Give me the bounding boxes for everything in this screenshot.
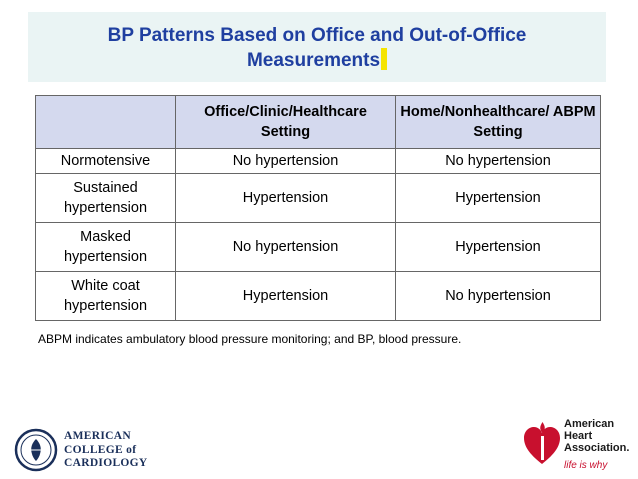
table-cell: Hypertension (396, 223, 601, 272)
table-row (36, 272, 601, 321)
slide-title (28, 23, 606, 73)
header-cell-empty (36, 96, 176, 149)
table-cell: No hypertension (176, 149, 396, 174)
heart-torch-icon (522, 418, 562, 466)
acc-line-3: CARDIOLOGY (64, 457, 148, 469)
aha-logo (522, 412, 632, 474)
aha-tagline: life is why (564, 460, 608, 471)
title-line-1: BP Patterns Based on Office and Out-of-Office (107, 25, 527, 46)
bp-patterns-table (35, 95, 601, 321)
title-line-2 (28, 48, 606, 73)
table-row (36, 223, 601, 272)
header-cell-office: Office/Clinic/Healthcare Setting (176, 96, 396, 149)
table-cell: No hypertension (176, 223, 396, 272)
row-label: Masked hypertension (36, 223, 176, 272)
table-cell: No hypertension (396, 272, 601, 321)
aha-wordmark (564, 418, 629, 454)
title-line-2-text: Measurements (246, 50, 381, 71)
acc-line-1: AMERICAN (64, 430, 131, 442)
acc-line-2: COLLEGE of (64, 443, 137, 456)
acc-logo (14, 428, 148, 472)
footnote: ABPM indicates ambulatory blood pressure monitoring; and BP, blood pressure. (38, 332, 462, 346)
table-header-row (36, 96, 601, 149)
header-cell-home: Home/Nonhealthcare/ ABPM Setting (396, 96, 601, 149)
acc-seal-icon (14, 428, 58, 472)
table-row (36, 174, 601, 223)
row-label: White coat hypertension (36, 272, 176, 321)
row-label: Normotensive (36, 149, 176, 174)
aha-line-1: American (564, 418, 615, 430)
table-cell: Hypertension (396, 174, 601, 223)
aha-line-3: Association. (564, 442, 630, 454)
aha-line-2: Heart (564, 430, 593, 442)
table-cell: Hypertension (176, 272, 396, 321)
table-cell: Hypertension (176, 174, 396, 223)
table-row (36, 149, 601, 174)
table-cell: No hypertension (396, 149, 601, 174)
text-cursor-highlight (381, 48, 387, 70)
title-box (28, 12, 606, 82)
row-label: Sustained hypertension (36, 174, 176, 223)
acc-wordmark (64, 430, 148, 471)
